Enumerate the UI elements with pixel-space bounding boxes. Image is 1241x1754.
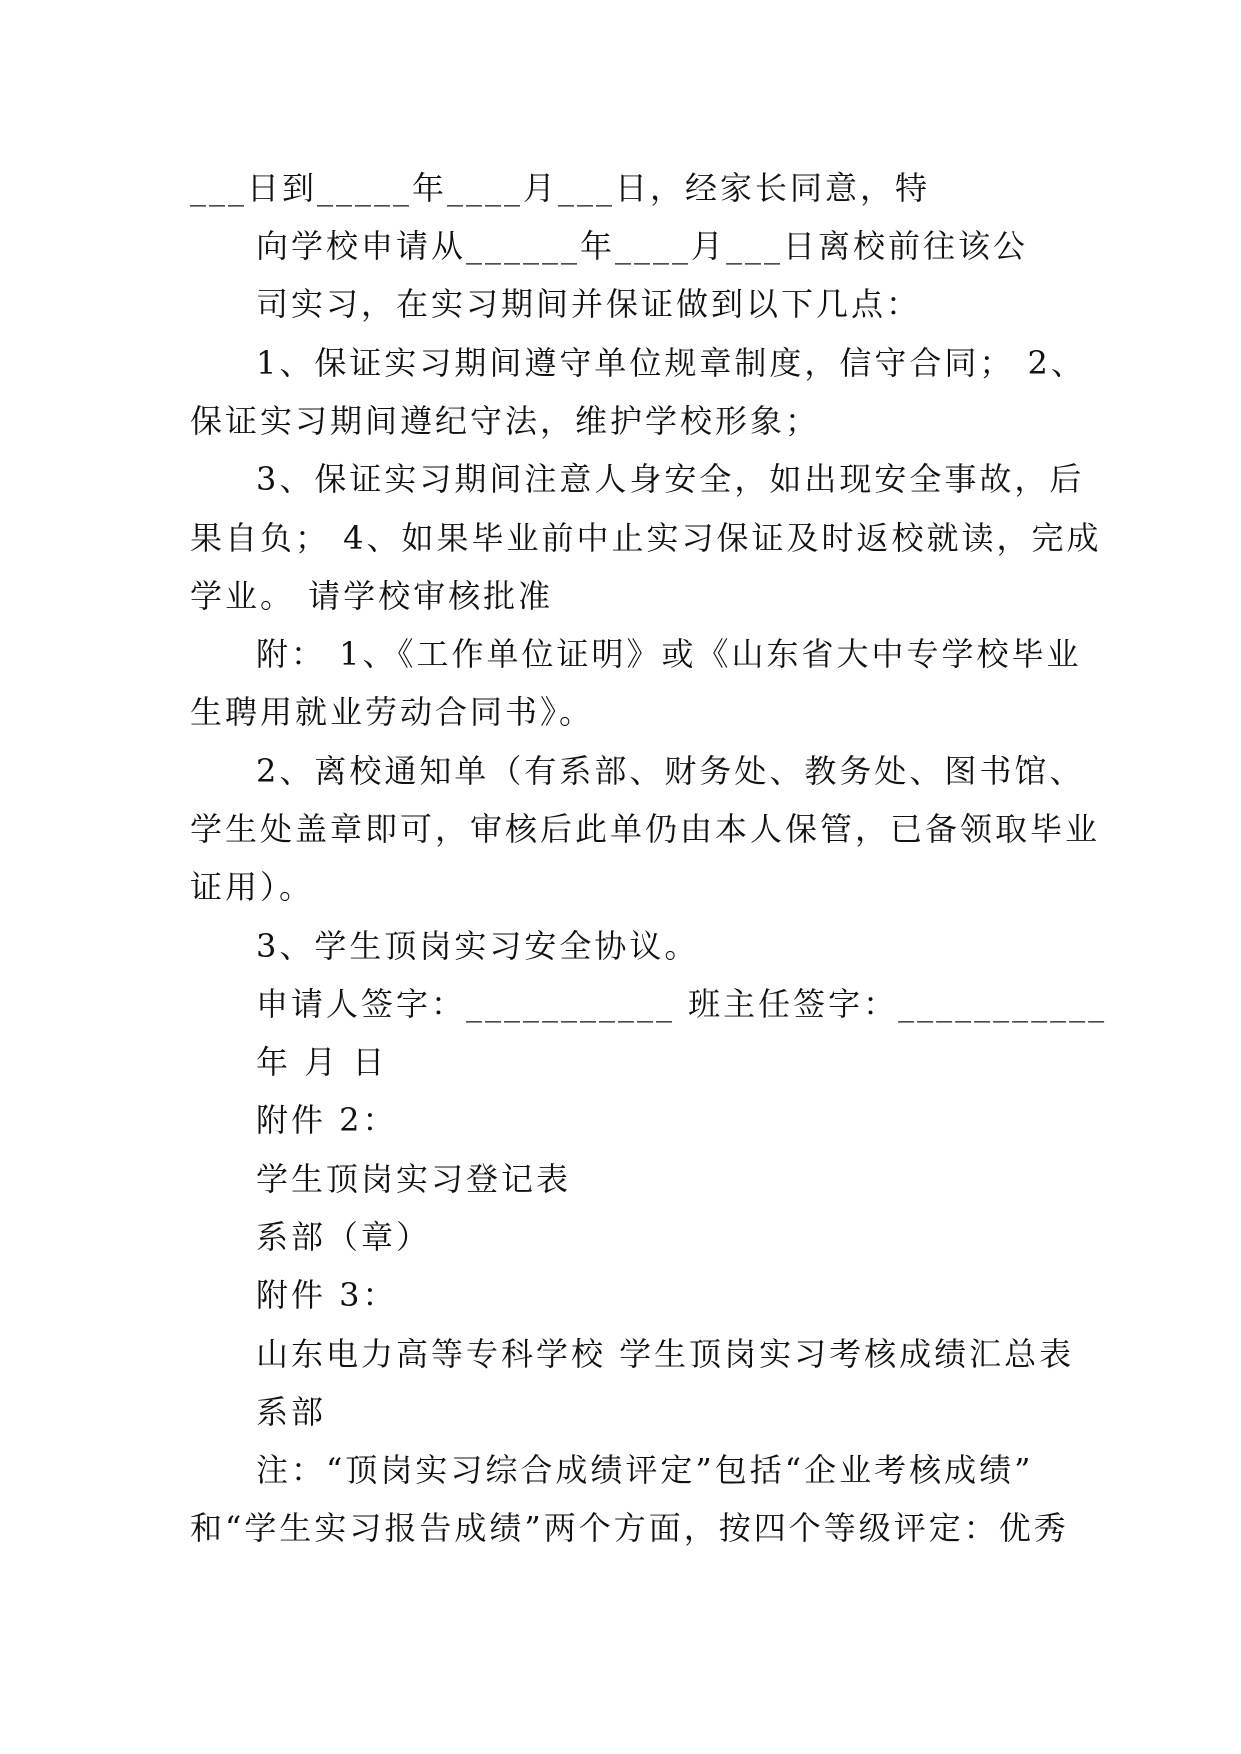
text-line: 生聘用就业劳动合同书》。 xyxy=(190,693,595,731)
signature-line: 申请人签字：___________ 班主任签字：___________ xyxy=(256,985,1108,1023)
text-line: 3、学生顶岗实习安全协议。 xyxy=(256,927,700,965)
text-line: 和“学生实习报告成绩”两个方面，按四个等级评定：优秀 xyxy=(190,1509,1069,1547)
text-line: 附件 2： xyxy=(256,1101,398,1139)
text-line: 向学校申请从______年____月___日离校前往该公 xyxy=(256,227,1029,265)
text-line: 系部 xyxy=(256,1393,327,1431)
text-line: 附： 1、《工作单位证明》或《山东省大中专学校毕业 xyxy=(256,635,1082,673)
date-line: 年 月 日 xyxy=(256,1043,388,1081)
text-line: 附件 3： xyxy=(256,1276,398,1314)
text-line: 果自负； 4、如果毕业前中止实习保证及时返校就读，完成 xyxy=(190,519,1102,557)
text-line: 学生顶岗实习登记表 xyxy=(256,1160,572,1198)
text-line: 学生处盖章即可，审核后此单仍由本人保管，已备领取毕业 xyxy=(190,810,1101,848)
text-line: 证用）。 xyxy=(190,868,315,906)
text-line: 2、离校通知单（有系部、财务处、教务处、图书馆、 xyxy=(256,752,1085,790)
text-line: 保证实习期间遵纪守法，维护学校形象； xyxy=(190,402,821,440)
text-line: 注：“顶岗实习综合成绩评定”包括“企业考核成绩” xyxy=(256,1451,1034,1489)
text-line: 3、保证实习期间注意人身安全，如出现安全事故，后 xyxy=(256,460,1085,498)
text-line: 司实习，在实习期间并保证做到以下几点： xyxy=(256,285,922,323)
text-line: ___日到_____年____月___日，经家长同意，特 xyxy=(190,169,931,207)
text-line: 山东电力高等专科学校 学生顶岗实习考核成绩汇总表 xyxy=(256,1335,1075,1373)
text-line: 系部（章） xyxy=(256,1218,432,1256)
text-line: 1、保证实习期间遵守单位规章制度，信守合同； 2、 xyxy=(256,344,1086,382)
text-line: 学业。 请学校审核批准 xyxy=(190,577,554,615)
